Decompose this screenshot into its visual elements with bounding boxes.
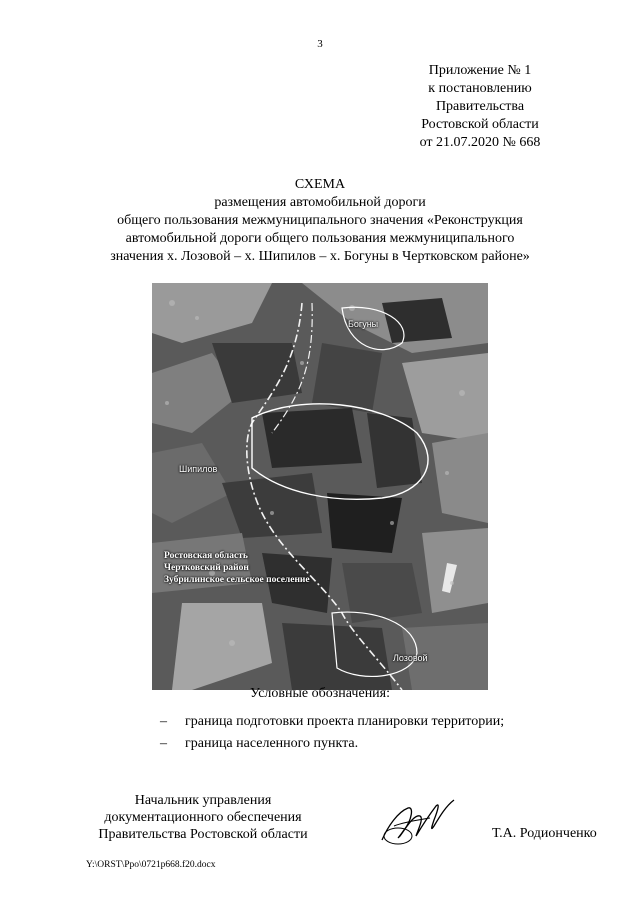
satellite-map — [152, 283, 488, 690]
appendix-line: от 21.07.2020 № 668 — [419, 135, 541, 150]
legend-heading: Условные обозначения: — [249, 686, 391, 701]
map-label-lozovoy: Лозовой — [393, 653, 428, 663]
title-line: значения х. Лозовой – х. Шипилов – х. Богуны в Чертковском районе» — [110, 249, 530, 264]
page-number: 3 — [317, 38, 323, 50]
appendix-line: к постановлению — [428, 81, 532, 96]
map-region-labels — [164, 550, 310, 586]
signer-name: Т.А. Родионченко — [492, 826, 597, 841]
document-title — [60, 176, 580, 266]
signatory-position — [90, 792, 316, 843]
map-label-boguny: Богуны — [348, 319, 379, 329]
position-line: Правительства Ростовской области — [98, 827, 308, 842]
map-imagery — [152, 283, 488, 690]
handwritten-signature — [374, 796, 462, 848]
appendix-line: Приложение № 1 — [428, 63, 532, 78]
title-line: размещения автомобильной дороги — [214, 195, 426, 210]
position-line: документационного обеспечения — [104, 810, 302, 825]
region-label: Ростовская область — [164, 551, 248, 561]
legend-text: граница подготовки проекта планировки территории; — [185, 714, 505, 729]
position-line: Начальник управления — [134, 793, 272, 808]
title-line: автомобильной дороги общего пользования межмуниципального — [125, 231, 515, 246]
appendix-header — [380, 62, 580, 152]
title-heading: СХЕМА — [294, 177, 346, 192]
appendix-line: Правительства — [435, 99, 525, 114]
map-label-shipilov: Шипилов — [179, 464, 218, 474]
title-line: общего пользования межмуниципального значения «Реконструкция — [117, 213, 523, 228]
region-label: Чертковский район — [164, 563, 249, 573]
legend-dash: – — [160, 714, 167, 729]
region-label: Зубрилинское сельское поселение — [164, 575, 310, 585]
file-path: Y:\ORST\Ppo\0721p668.f20.docx — [86, 860, 216, 870]
appendix-line: Ростовской области — [421, 117, 539, 132]
legend-text: граница населенного пункта. — [185, 736, 359, 751]
legend-dash: – — [160, 736, 167, 751]
